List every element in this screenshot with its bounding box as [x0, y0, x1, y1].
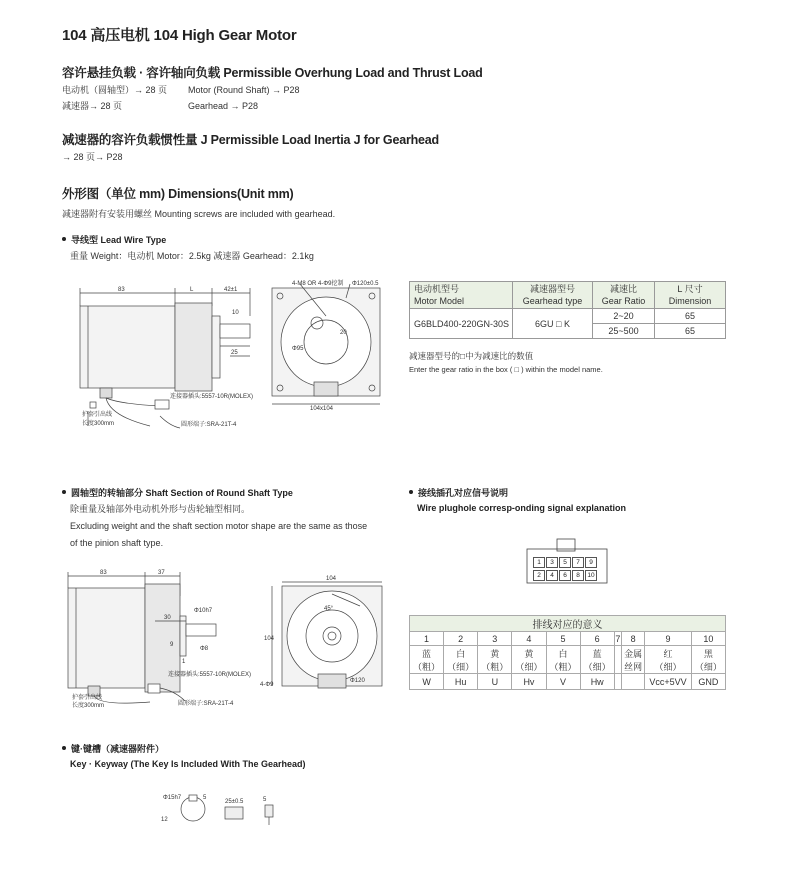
- lead-wire-label: 导线型 Lead Wire Type: [62, 233, 166, 246]
- key-d15: Φ15h7: [163, 795, 182, 801]
- lead-wire-drawing: [60, 276, 390, 436]
- bullet-icon: [62, 490, 66, 494]
- pin: 3: [546, 557, 558, 568]
- pin-number: 8: [622, 632, 645, 646]
- dim-25: 25: [231, 350, 238, 356]
- motor-page-ref-en: Motor (Round Shaft) → P28: [188, 85, 300, 95]
- shaft-connector-label: 连接器插头:5557-10R(MOLEX): [168, 672, 252, 678]
- inertia-page-ref: → 28 页→ P28: [62, 152, 123, 162]
- signal: [622, 674, 645, 690]
- shaft-dim-83: 83: [100, 570, 107, 576]
- shaft-h104: 104: [264, 636, 275, 642]
- dia120-label: Φ120±0.5: [352, 281, 379, 287]
- page-title: 104 高压电机 104 High Gear Motor: [62, 27, 297, 44]
- pin: 4: [546, 570, 558, 581]
- gearhead-type-cell: 6GU □ K: [513, 309, 593, 339]
- weight-text: 重量 Weight：电动机 Motor：2.5kg 减速器 Gearhead：2.1kg: [70, 251, 314, 261]
- round-shaft-desc-en2: of the pinion shaft type.: [70, 538, 164, 548]
- shaft-dia2: Φ8: [200, 646, 209, 652]
- ratio-cell: 2~20: [593, 309, 655, 324]
- wiring-sublabel: Wire plughole corresp-onding signal explanation: [417, 503, 626, 513]
- spec-note-en: Enter the gear ratio in the box ( □ ) within the model name.: [409, 365, 603, 374]
- dimension-cell: 65: [655, 324, 726, 339]
- motor-model-cell: G6BLD400-220GN-30S: [410, 309, 513, 339]
- pin: 8: [572, 570, 584, 581]
- bullet-icon: [62, 746, 66, 750]
- wire-color: 白 （细）: [444, 646, 478, 674]
- shaft-sleeve-label: 护套引出线: [72, 695, 103, 701]
- shaft-terminal-label: 圆形端子:SRA-21T-4: [178, 701, 234, 707]
- motor-page-ref-cn: 电动机（圆轴型）→ 28 页: [62, 85, 168, 95]
- wire-color: [614, 646, 621, 674]
- signal: Hv: [512, 674, 546, 690]
- dimension-cell: 65: [655, 309, 726, 324]
- signal: [614, 674, 621, 690]
- shaft-dim-30: 30: [164, 615, 171, 621]
- header-gearhead-type: 减速器型号 Gearhead type: [513, 282, 593, 309]
- header-motor-model: 电动机型号 Motor Model: [410, 282, 513, 309]
- sleeve-label: 护套引出线: [82, 412, 113, 418]
- wire-color: 白 （粗）: [546, 646, 580, 674]
- signal: V: [546, 674, 580, 690]
- connector-label: 连接器插头:5557-10R(MOLEX): [170, 394, 254, 400]
- key-d5: 5: [203, 795, 207, 801]
- shaft-holes: 4-Φ9: [260, 682, 274, 688]
- wire-color: 红 （细）: [645, 646, 692, 674]
- signal: Hw: [580, 674, 614, 690]
- holes-label: 4-M8 OR 4-Φ9挖制: [292, 281, 344, 287]
- header-dimension: L 尺寸 Dimension: [655, 282, 726, 309]
- dimensions-heading: 外形图（单位 mm) Dimensions(Unit mm): [62, 187, 294, 201]
- inertia-heading: 减速器的容许负载惯性量 J Permissible Load Inertia J for Gearhead: [62, 133, 439, 147]
- pin-number: 2: [444, 632, 478, 646]
- pin: 5: [559, 557, 571, 568]
- wire-color: 蓝 （细）: [580, 646, 614, 674]
- gearhead-page-ref-cn: 减速器→ 28 页: [62, 101, 123, 111]
- gearhead-page-ref-en: Gearhead → P28: [188, 101, 259, 111]
- pin: 6: [559, 570, 571, 581]
- pin: 10: [585, 570, 597, 581]
- signal: U: [478, 674, 512, 690]
- dim-10: 10: [232, 310, 239, 316]
- key-d5b: 5: [263, 797, 267, 803]
- key-d25: 25±0.5: [225, 799, 244, 805]
- key-sublabel: Key · Keyway (The Key Is Included With The Gearhead): [70, 759, 306, 769]
- dim-83: 83: [118, 287, 125, 293]
- wire-color: 黑 （细）: [691, 646, 725, 674]
- wiring-label: 接线插孔对应信号说明: [409, 486, 508, 499]
- bullet-icon: [409, 490, 413, 494]
- shaft-dia1: Φ10h7: [194, 608, 213, 614]
- signal-table: [409, 615, 726, 690]
- ratio-cell: 25~500: [593, 324, 655, 339]
- shaft-dim-37: 37: [158, 570, 165, 576]
- pin: 1: [533, 557, 545, 568]
- dim-20: 20: [340, 330, 347, 336]
- shaft-w104: 104: [326, 576, 337, 582]
- permissible-load-heading: 容许悬挂负载 · 容许轴向负载 Permissible Overhung Load and Thrust Load: [62, 66, 483, 80]
- pin: 2: [533, 570, 545, 581]
- pin-number: 9: [645, 632, 692, 646]
- key-drawing: [155, 785, 295, 830]
- pin: 7: [572, 557, 584, 568]
- pin-number: 5: [546, 632, 580, 646]
- signal-table-title: 排线对应的意义: [410, 616, 726, 632]
- shaft-length-label: 长度300mm: [72, 703, 105, 709]
- signal: GND: [691, 674, 725, 690]
- round-shaft-drawing: [60, 566, 400, 716]
- signal: W: [410, 674, 444, 690]
- pin-number: 4: [512, 632, 546, 646]
- shaft-dim-9: 9: [170, 642, 174, 648]
- mounting-note: 减速器附有安装用螺丝 Mounting screws are included with gearhead.: [62, 209, 336, 219]
- pin-number: 10: [691, 632, 725, 646]
- pin-row-top: [533, 557, 597, 568]
- pin-number: 3: [478, 632, 512, 646]
- header-gear-ratio: 减速比 Gear Ratio: [593, 282, 655, 309]
- length-label: 长度300mm: [82, 421, 115, 427]
- round-shaft-desc-en1: Excluding weight and the shaft section motor shape are the same as those: [70, 521, 368, 531]
- shaft-angle: 45°: [324, 606, 334, 612]
- dim-l: L: [190, 287, 194, 293]
- key-label: 键·键槽（减速器附件）: [62, 742, 164, 755]
- signal: Hu: [444, 674, 478, 690]
- round-shaft-label: 圆轴型的转轴部分 Shaft Section of Round Shaft Type: [62, 486, 293, 499]
- size104-label: 104x104: [310, 406, 334, 412]
- key-d12: 12: [161, 817, 168, 823]
- terminal-label: 圆形端子:SRA-21T-4: [181, 422, 237, 428]
- dim-42: 42±1: [224, 287, 238, 293]
- pin-number: 6: [580, 632, 614, 646]
- spec-note-cn: 减速器型号的□中为减速比的数值: [409, 351, 534, 361]
- pin: 9: [585, 557, 597, 568]
- pin-row-bottom: [533, 570, 597, 581]
- spec-table: [409, 281, 726, 339]
- signal: Vcc+5VV: [645, 674, 692, 690]
- bullet-icon: [62, 237, 66, 241]
- wire-color: 黄 （细）: [512, 646, 546, 674]
- shaft-dia120: Φ120: [350, 678, 365, 684]
- dim-95: Φ95: [292, 346, 304, 352]
- wire-color: 金属 丝网: [622, 646, 645, 674]
- wire-color: 黄 （粗）: [478, 646, 512, 674]
- pin-number: 1: [410, 632, 444, 646]
- shaft-dim-1: 1: [182, 659, 186, 665]
- pin-number: 7: [615, 633, 621, 644]
- wire-color: 蓝 （粗）: [410, 646, 444, 674]
- round-shaft-desc-cn: 除重量及轴部外电动机外形与齿轮轴型相同。: [70, 504, 251, 514]
